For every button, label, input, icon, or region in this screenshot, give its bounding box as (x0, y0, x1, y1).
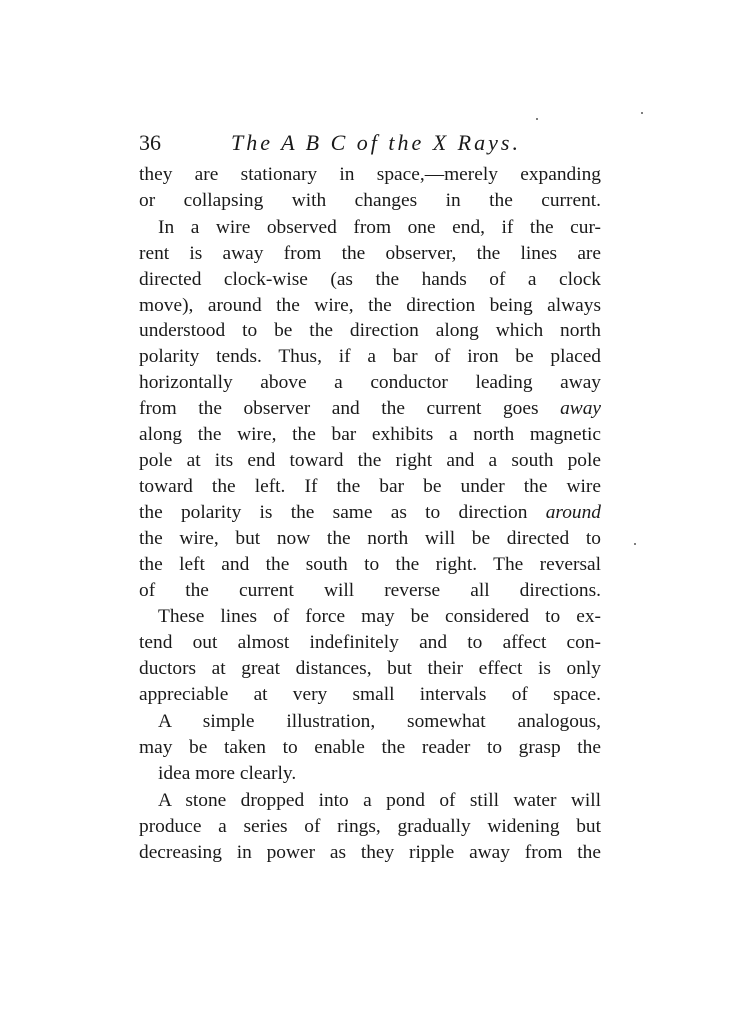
page-header (139, 126, 601, 162)
speck-mark (634, 543, 636, 545)
text-line: decreasing in power as they ripple away from the (139, 841, 601, 863)
body-text (139, 162, 601, 865)
text-line: A simple illustration, somewhat analogous, (158, 711, 601, 733)
text-line: toward the left. If the bar be under the wire (139, 475, 601, 497)
text-line: pole at its end toward the right and a south pole (139, 449, 601, 471)
text-line: appreciable at very small intervals of space. (139, 684, 601, 706)
text-line: the wire, but now the north will be directed to (139, 527, 601, 549)
text-line: polarity tends. Thus, if a bar of iron be placed (139, 346, 601, 368)
text-line: A stone dropped into a pond of still water will (158, 789, 601, 811)
text-line: or collapsing with changes in the current. (139, 189, 601, 211)
text-line: from the observer and the current goes away (139, 398, 601, 420)
text-line: These lines of force may be considered to ex- (158, 606, 601, 628)
text-line: move), around the wire, the direction being always (139, 294, 601, 316)
speck-mark (536, 118, 538, 120)
paragraph (139, 709, 601, 787)
text-line: tend out almost indefinitely and to affect con- (139, 632, 601, 654)
text-line: produce a series of rings, gradually widening but (139, 815, 601, 837)
running-title: The A B C of the X Rays. (231, 130, 521, 155)
text-line: the polarity is the same as to direction around (139, 501, 601, 523)
paragraph (139, 162, 601, 214)
text-line: along the wire, the bar exhibits a north magnetic (139, 424, 601, 446)
text-line: understood to be the direction along which north (139, 320, 601, 342)
paragraph (139, 604, 601, 708)
text-line: ductors at great distances, but their effect is only (139, 658, 601, 680)
text-line: directed clock-wise (as the hands of a clock (139, 268, 601, 290)
paragraph (139, 788, 601, 866)
speck-mark (641, 112, 643, 114)
text-line: of the current will reverse all directions. (139, 579, 601, 601)
text-line: rent is away from the observer, the lines are (139, 242, 601, 264)
text-line: horizontally above a conductor leading away (139, 372, 601, 394)
book-page (139, 126, 601, 865)
text-line: idea more clearly. (158, 762, 297, 784)
page-number: 36 (139, 130, 161, 155)
emphasized-word: around (545, 501, 601, 523)
text-line: they are stationary in space,—merely expanding (139, 164, 601, 185)
paragraph (139, 215, 601, 604)
text-line: In a wire observed from one end, if the cur- (158, 216, 601, 238)
emphasized-word: away (560, 398, 601, 420)
text-line: may be taken to enable the reader to grasp the (139, 736, 601, 758)
text-line: the left and the south to the right. The reversal (139, 553, 601, 575)
